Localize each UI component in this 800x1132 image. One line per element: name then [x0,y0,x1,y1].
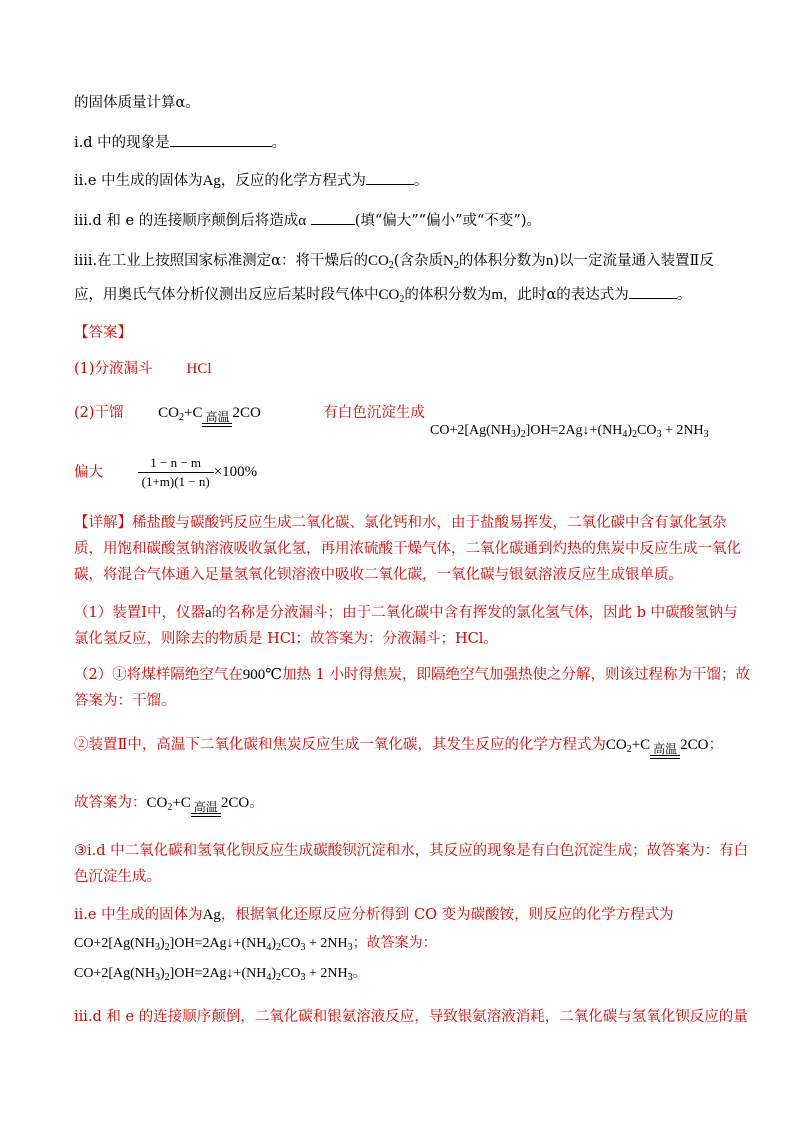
explanation-p7b: $CO+2[Ag(NH_3)_2]OH=2Ag↓+(NH_4)_2CO_3 + 2NH_3$；故答案为： [74,935,437,953]
text: 的体积分数为 [458,253,546,269]
text: ，此时α的表达式为 [503,287,629,303]
answer-3 [74,454,740,491]
text: 的固体质量计算α。 [74,95,200,111]
equation-co2-c: $CO_2+C$ 高温 2CO [606,737,709,753]
n2-formula: $N_2$ [442,253,459,271]
explanation-p1c: 碳，将混合气体通入足量氢氧化钡溶液中吸收二氧化碳，一氧化碳与银氨溶液反应生成银单质。 [74,567,683,583]
explanation-p2a: （1）装置Ⅰ中，仪器a的名称是分液漏斗；由于二氧化碳中含有挥发的氯化氢气体，因此 b 中碳酸氢钠与 [74,605,738,621]
answer-heading [74,322,740,344]
answer-1 [74,358,740,380]
text: 偏大 [74,464,103,481]
equation-co2-c: $CO_2+C$ 高温 2CO [147,795,250,811]
answer-blank [366,170,414,185]
question-i [74,132,740,154]
text: (含杂质 [393,253,443,269]
text: )以一定流量通入装置Ⅱ反 [553,253,714,269]
n-variable: n [545,253,554,269]
text: i.d 中的现象是 [74,135,170,151]
explanation-p7a: ii.e 中生成的固体为Ag，根据氧化还原反应分析得到 CO 变为碳酸铵，则反应的化学方程式为 [74,907,674,923]
explanation-p6a: ③i.d 中二氧化碳和氢氧化钡反应生成碳酸钡沉淀和水，其反应的现象是有白色沉淀生成；故答案为：有白 [74,843,749,859]
equation-co2-c: $CO_2+C$ 高温 2CO [158,405,261,421]
alpha-expression: $\frac{1 - n - m}{(1+m)(1 - n)}$ ×100% [138,454,258,491]
text: 有白色沉淀生成 [323,405,425,421]
answer-blank [629,284,677,299]
alpha-symbol: α [298,213,307,229]
explanation-p2b: 氯化氢反应，则除去的物质是 HCl；故答案为：分液漏斗；HCl。 [74,631,498,647]
explanation-p8: iii.d 和 e 的连接顺序颠倒，二氧化碳和银氨溶液反应，导致银氨溶液消耗，二氧化碳与氢氧化钡反应的量 [74,1009,748,1025]
text: 。 [676,287,692,303]
explanation-p3b: 答案为：干馏。 [74,693,176,709]
m-variable: m [491,287,504,303]
text: (1)分液漏斗 [74,361,153,377]
text: 。 [413,173,429,189]
silver-symbol: Ag [202,173,221,189]
question-line-0 [74,92,740,114]
text: iii.d 和 e 的连接顺序颠倒后将造成 [74,213,299,229]
co2-formula: $CO_2$ [367,253,394,271]
explanation-p4: ②装置Ⅱ中，高温下二氧化碳和焦炭反应生成一氧化碳，其发生反应的化学方程式为$CO_2+C$ 高温 2CO； [74,734,740,761]
text: iiii.在工业上按照国家标准测定α：将干燥后的 [74,253,368,269]
answer-blank [311,210,355,225]
text: (2)干馏 [74,405,124,421]
question-ii [74,170,740,192]
explanation-p6b: 色沉淀生成。 [74,869,161,885]
question-iiii-line-2 [74,284,740,311]
text: ii.e 中生成的固体为 [74,173,203,189]
explanation-p5: 故答案为：$CO_2+C$ 高温 2CO。 [74,792,740,819]
equation-silver-ammonia: $CO+2[Ag(NH_3)_2]OH=2Ag↓+(NH_4)_2CO_3 + 2NH_3$ [430,423,709,440]
text: 应，用奥氏气体分析仪测出反应后某时段气体中 [74,287,379,303]
explanation-p1a: 【详解】稀盐酸与碳酸钙反应生成二氧化碳、氯化钙和水，由于盐酸易挥发，二氧化碳中含有氯化氢杂 [74,515,727,531]
text: (填“偏大”“偏小”或“不变”)。 [354,213,541,229]
explanation-p7c: $CO+2[Ag(NH_3)_2]OH=2Ag↓+(NH_4)_2CO_3 + 2NH_3$。 [74,965,367,983]
answer-blank [170,132,272,147]
explanation-p1b: 质，用饱和碳酸氢钠溶液吸收氯化氢，再用浓硫酸干燥气体，二氧化碳通到灼热的焦炭中反应生成一氧化 [74,541,741,557]
text: ，反应的化学方程式为 [220,173,366,189]
text: 的体积分数为 [404,287,492,303]
hcl-answer: HCl [186,361,212,377]
co2-formula: $CO_2$ [378,287,405,305]
text: 。 [271,135,287,151]
text: 【答案】 [74,325,132,341]
explanation-p3a: （2）①将煤样隔绝空气在900℃加热 1 小时得焦炭，即隔绝空气加强热使之分解，则该过程称为干馏；故 [74,667,750,683]
question-iii [74,210,740,232]
question-iiii-line-1 [74,250,740,277]
